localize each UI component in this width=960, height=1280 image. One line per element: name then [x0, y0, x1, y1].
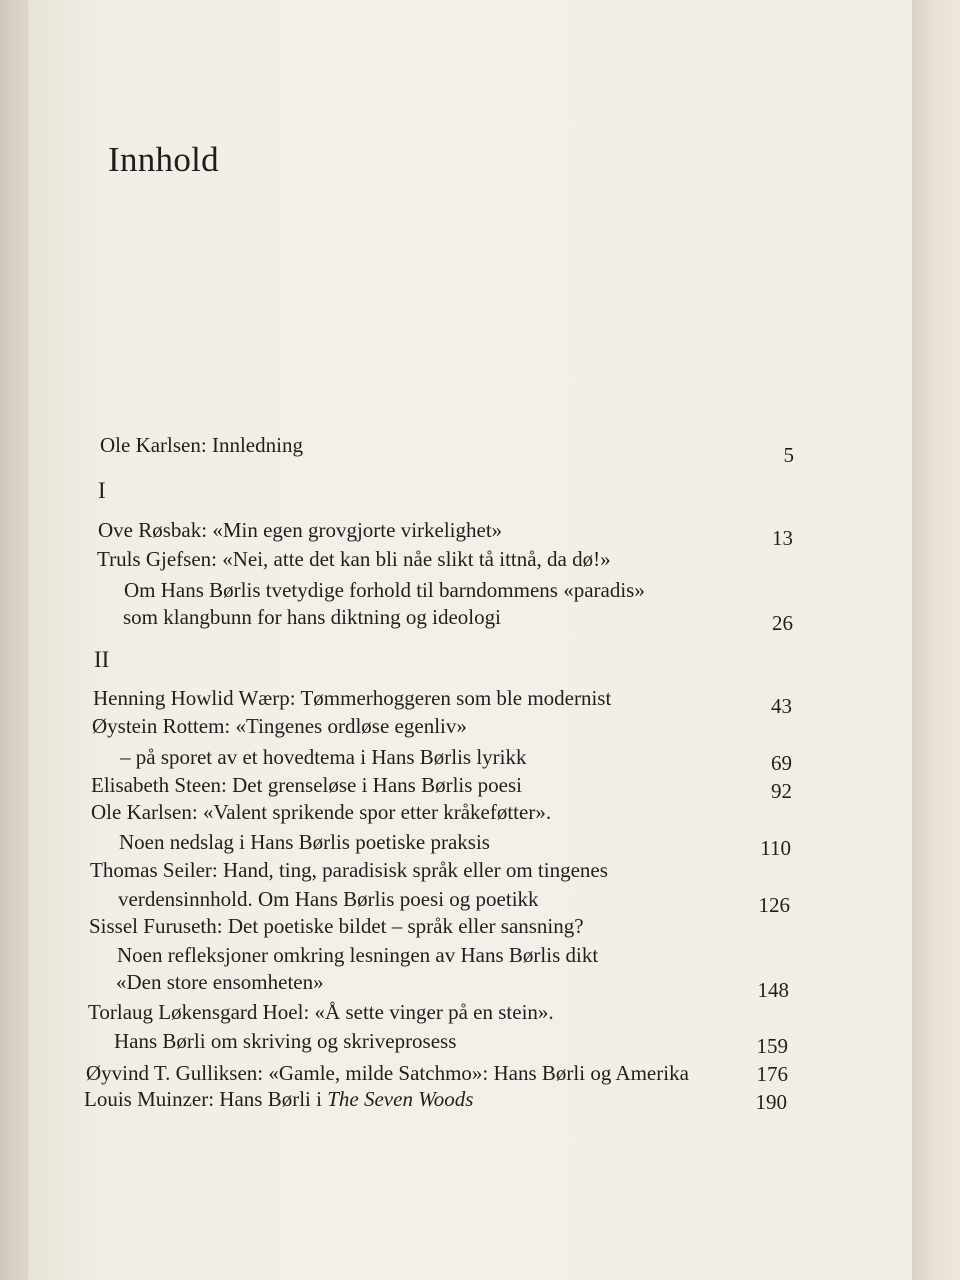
toc-entry-intro: Ole Karlsen: Innledning: [100, 433, 303, 457]
toc-entry-rosbak: Ove Røsbak: «Min egen grovgjorte virkelighet»: [98, 518, 503, 542]
toc-entry-seiler-subtitle: verdensinnhold. Om Hans Børlis poesi og poetikk: [118, 887, 539, 911]
toc-page-muinzer: 190: [755, 1090, 787, 1114]
toc-entry-muinzer: [84, 1087, 473, 1112]
toc-entry-hoel: Torlaug Løkensgard Hoel: «Å sette vinger på en stein».: [88, 1000, 554, 1024]
toc-entry-gjefsen: Truls Gjefsen: «Nei, atte det kan bli nåe slikt tå ittnå, da dø!»: [97, 547, 611, 571]
toc-entry-gjefsen-subtitle-cont: som klangbunn for hans diktning og ideologi: [123, 605, 501, 629]
toc-entry-rottem-subtitle: – på sporet av et hovedtema i Hans Børlis lyrikk: [120, 745, 527, 769]
toc-entry-furuseth: Sissel Furuseth: Det poetiske bildet – språk eller sansning?: [89, 914, 584, 938]
toc-page-hoel: 159: [756, 1034, 788, 1058]
toc-page-seiler: 126: [758, 893, 790, 917]
toc-entry-furuseth-subtitle-cont: «Den store ensomheten»: [116, 970, 324, 994]
toc-page-rottem: 69: [771, 751, 792, 775]
toc-page-intro: 5: [783, 443, 794, 467]
page-title: Innhold: [108, 140, 219, 179]
toc-entry-karlsen-subtitle: Noen nedslag i Hans Børlis poetiske praksis: [119, 830, 490, 854]
toc-entry-gulliksen: Øyvind T. Gulliksen: «Gamle, milde Satchmo»: Hans Børli og Amerika: [86, 1061, 689, 1085]
toc-entry-waerp: Henning Howlid Wærp: Tømmerhoggeren som ble modernist: [93, 686, 612, 710]
toc-entry-karlsen: Ole Karlsen: «Valent sprikende spor etter kråkeføtter».: [91, 800, 552, 824]
toc-entry-muinzer-italic-title: The Seven Woods: [327, 1087, 474, 1111]
toc-page-furuseth: 148: [757, 978, 789, 1002]
toc-entry-furuseth-subtitle: Noen refleksjoner omkring lesningen av Hans Børlis dikt: [117, 943, 599, 967]
toc-entry-muinzer-author: Louis Muinzer: Hans Børli i: [84, 1087, 328, 1111]
toc-page-gulliksen: 176: [756, 1062, 788, 1086]
toc-entry-gjefsen-subtitle: Om Hans Børlis tvetydige forhold til barndommens «paradis»: [124, 578, 645, 602]
section-heading-i: I: [98, 478, 106, 503]
toc-entry-rottem: Øystein Rottem: «Tingenes ordløse egenliv»: [92, 714, 467, 738]
toc-page-karlsen: 110: [760, 836, 791, 860]
toc-page-waerp: 43: [771, 694, 792, 718]
toc-page-steen: 92: [771, 779, 792, 803]
toc-entry-hoel-subtitle: Hans Børli om skriving og skriveprosess: [114, 1029, 457, 1053]
toc-page-rosbak: 13: [772, 526, 793, 550]
toc-entry-steen: Elisabeth Steen: Det grenseløse i Hans Børlis poesi: [91, 773, 523, 797]
section-heading-ii: II: [94, 647, 110, 672]
toc-entry-seiler: Thomas Seiler: Hand, ting, paradisisk språk eller om tingenes: [90, 858, 608, 882]
toc-page-gjefsen: 26: [772, 611, 793, 635]
